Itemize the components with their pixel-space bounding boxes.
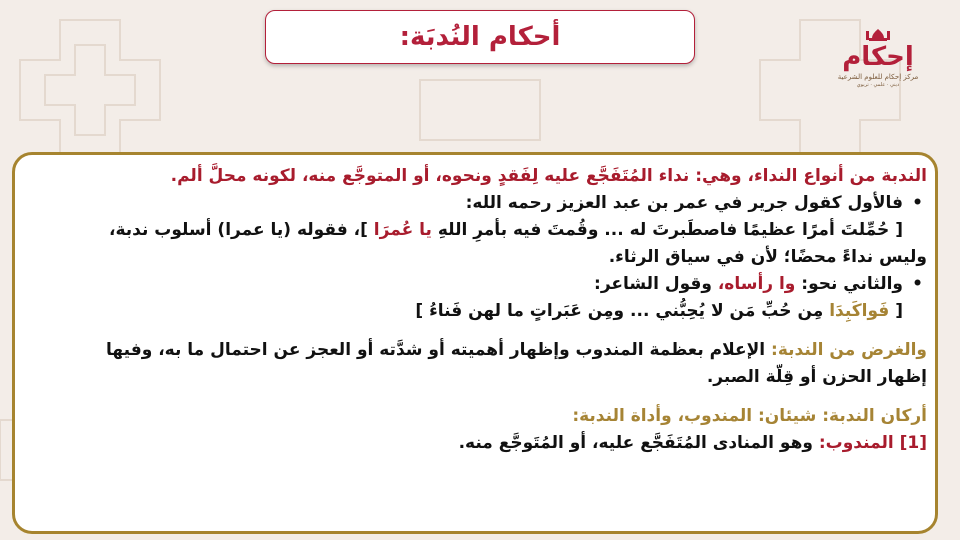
page-title: أحكام النُدبَة: xyxy=(399,22,561,52)
second-verse-highlight: فَواكَبِدَا xyxy=(829,301,890,321)
first-comment-line xyxy=(23,244,927,271)
pillar-item-1-text: وهو المنادى المُتَفَجَّع عليه، أو المُتَوجَّع منه. xyxy=(458,433,813,453)
purpose-text-2: إظهار الحزن أو قِلَّة الصبر. xyxy=(706,367,927,387)
pillar-item-1-label: [1] المندوب: xyxy=(818,433,927,453)
mosque-icon xyxy=(863,28,893,42)
verse-open: [ xyxy=(895,220,903,240)
second-intro-line xyxy=(23,271,927,298)
purpose-term: والغرض من الندبة: xyxy=(771,340,927,360)
logo-tagline: ديني · علمي · تربوي xyxy=(856,82,900,88)
definition-text: نداء المُتَفَجَّع عليه لِفَقدٍ ونحوه، أو المتوجَّع منه، لكونه محلَّ ألم. xyxy=(170,166,690,186)
pillar-item-1 xyxy=(23,430,927,457)
verse-close: ]، xyxy=(353,220,368,240)
second-intro-a: والثاني نحو: xyxy=(801,274,903,294)
title-box xyxy=(265,10,695,64)
verse-open: [ xyxy=(895,301,903,321)
pillars-text-b: المندوب، وأداة الندبة: xyxy=(572,406,753,426)
first-verse-line xyxy=(23,217,927,244)
second-example: وا رأساه، xyxy=(717,274,796,294)
pillars-line xyxy=(23,403,927,430)
second-verse-text: مِن حُبِّ مَن لا يُحِبُّني ... ومِن عَبَراتٍ ما لهن فَناءُ xyxy=(429,301,824,321)
logo xyxy=(837,28,919,92)
bullet-icon: • xyxy=(912,193,923,213)
logo-text: إحكام xyxy=(842,42,914,72)
first-comment-2: وليس نداءً محضًا؛ لأن في سياق الرثاء. xyxy=(608,247,927,267)
definition-line xyxy=(23,163,927,190)
purpose-line xyxy=(23,337,927,364)
verse-close: ] xyxy=(415,301,424,321)
bullet-icon: • xyxy=(912,274,923,294)
second-verse-line xyxy=(23,298,927,325)
purpose-line-2 xyxy=(23,364,927,391)
second-intro-b: وقول الشاعر: xyxy=(594,274,712,294)
logo-subtitle: مركز إحكام للعلوم الشرعية xyxy=(837,73,919,81)
content-box xyxy=(12,152,938,534)
purpose-text: الإعلام بعظمة المندوب وإظهار أهميته أو شدَّته أو العجز عن احتمال ما به، وفيها xyxy=(106,340,766,360)
first-comment: فقوله (يا عمرا) أسلوب ندبة، xyxy=(109,220,348,240)
pillars-term: أركان الندبة: xyxy=(822,406,927,426)
first-intro: فالأول كقول جرير في عمر بن عبد العزيز رحمه الله: xyxy=(465,193,903,213)
definition-term: الندبة من أنواع النداء، وهي: xyxy=(695,166,927,186)
first-intro-line xyxy=(23,190,927,217)
first-verse-text: حُمِّلتَ أمرًا عظيمًا فاصطَبرتَ له ... وقُمتَ فيه بأمرِ اللهِ xyxy=(437,220,890,240)
pillars-text-a: شيئان: xyxy=(758,406,817,426)
first-verse-highlight: يا عُمرَا xyxy=(373,220,432,240)
